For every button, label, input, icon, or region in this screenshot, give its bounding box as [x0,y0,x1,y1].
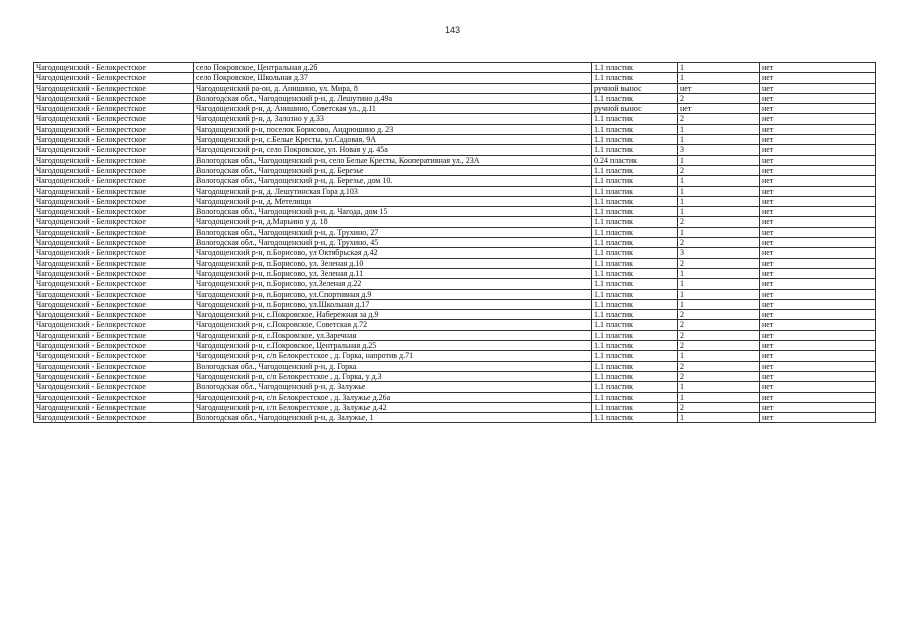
table-row [34,73,876,83]
extra-cell: нет [760,382,876,392]
district-cell: Чагодощенский - Белокрестское [34,104,194,114]
table-row [34,341,876,351]
container-count-cell: 2 [678,258,760,268]
table-row [34,196,876,206]
container-count-cell: 2 [678,310,760,320]
table-row [34,165,876,175]
district-cell: Чагодощенский - Белокрестское [34,310,194,320]
extra-cell: нет [760,320,876,330]
district-cell: Чагодощенский - Белокрестское [34,155,194,165]
container-type-cell: 1.1 пластик [592,227,678,237]
table-row [34,238,876,248]
container-type-cell: 1.1 пластик [592,248,678,258]
table-row [34,371,876,381]
district-cell: Чагодощенский - Белокрестское [34,248,194,258]
container-type-cell: 1.1 пластик [592,186,678,196]
container-count-cell: 1 [678,299,760,309]
container-count-cell: 1 [678,227,760,237]
district-cell: Чагодощенский - Белокрестское [34,135,194,145]
extra-cell: нет [760,135,876,145]
district-cell: Чагодощенский - Белокрестское [34,196,194,206]
extra-cell: нет [760,279,876,289]
table-row [34,361,876,371]
container-count-cell: 2 [678,371,760,381]
container-count-cell: 1 [678,392,760,402]
address-cell: Чагодощенский р-н, с.Белые Кресты, ул.Садовая, 9А [194,135,592,145]
container-count-cell: 2 [678,341,760,351]
address-cell: Чагодощенский р-н, д. Лешутинская Гора д.103 [194,186,592,196]
container-count-cell: 1 [678,279,760,289]
district-cell: Чагодощенский - Белокрестское [34,330,194,340]
district-cell: Чагодощенский - Белокрестское [34,382,194,392]
district-cell: Чагодощенский - Белокрестское [34,227,194,237]
district-cell: Чагодощенский - Белокрестское [34,93,194,103]
extra-cell: нет [760,351,876,361]
table-row [34,135,876,145]
table-row [34,258,876,268]
table-row [34,217,876,227]
table-body [34,63,876,423]
district-cell: Чагодощенский - Белокрестское [34,351,194,361]
container-count-cell: 1 [678,351,760,361]
address-cell: Чагодощенский р-н, с/п Белокрестское , д. Залужье д.42 [194,402,592,412]
container-count-cell: 3 [678,145,760,155]
container-type-cell: 0.24 пластик [592,155,678,165]
container-type-cell: 1.1 пластик [592,93,678,103]
container-type-cell: 1.1 пластик [592,382,678,392]
district-cell: Чагодощенский - Белокрестское [34,268,194,278]
container-count-cell: 2 [678,217,760,227]
table-row [34,155,876,165]
container-count-cell: 1 [678,289,760,299]
district-cell: Чагодощенский - Белокрестское [34,73,194,83]
container-type-cell: 1.1 пластик [592,165,678,175]
address-cell: Вологодская обл., Чагодощенский р-н, д. Березье [194,165,592,175]
container-count-cell: 1 [678,155,760,165]
table-row [34,320,876,330]
district-cell: Чагодощенский - Белокрестское [34,114,194,124]
table-row [34,289,876,299]
table-row [34,299,876,309]
table-row [34,351,876,361]
district-cell: Чагодощенский - Белокрестское [34,207,194,217]
container-count-cell: 1 [678,413,760,423]
extra-cell: нет [760,310,876,320]
container-sites-table [33,62,876,423]
container-type-cell: 1.1 пластик [592,320,678,330]
container-type-cell: 1.1 пластик [592,196,678,206]
container-type-cell: 1.1 пластик [592,217,678,227]
address-cell: Вологодская обл., Чагодощенский р-н, д. Горка [194,361,592,371]
address-cell: Чагодощенский р-н, д. Метелищи [194,196,592,206]
district-cell: Чагодощенский - Белокрестское [34,392,194,402]
extra-cell: нет [760,176,876,186]
table-row [34,63,876,73]
address-cell: Чагодощенский р-н, п.Борисово, ул.Спортивная д.9 [194,289,592,299]
container-type-cell: 1.1 пластик [592,310,678,320]
container-type-cell: 1.1 пластик [592,114,678,124]
extra-cell: нет [760,392,876,402]
table-row [34,207,876,217]
container-count-cell: 2 [678,361,760,371]
container-type-cell: 1.1 пластик [592,268,678,278]
container-count-cell: 1 [678,63,760,73]
district-cell: Чагодощенский - Белокрестское [34,320,194,330]
address-cell: Вологодская обл., Чагодощенский р-н, село Белые Кресты, Кооперативная ул., 23А [194,155,592,165]
table-row [34,124,876,134]
container-count-cell: 2 [678,330,760,340]
table-row [34,392,876,402]
address-cell: Чагодощенский р-н, поселок Борисово, Андрюшино д. 23 [194,124,592,134]
container-count-cell: 1 [678,135,760,145]
district-cell: Чагодощенский - Белокрестское [34,238,194,248]
container-type-cell: 1.1 пластик [592,413,678,423]
container-type-cell: 1.1 пластик [592,176,678,186]
district-cell: Чагодощенский - Белокрестское [34,217,194,227]
container-type-cell: 1.1 пластик [592,63,678,73]
container-count-cell: 2 [678,238,760,248]
container-type-cell: 1.1 пластик [592,330,678,340]
container-type-cell: 1.1 пластик [592,145,678,155]
address-cell: Чагодощенский р-н, п.Борисово, ул. Зеленая д.10 [194,258,592,268]
container-count-cell: 1 [678,196,760,206]
address-cell: Вологодская обл., Чагодощенский р-н, д. Березье, дом 10. [194,176,592,186]
address-cell: Вологодская обл., Чагодощенский р-н, д. Трухино, 27 [194,227,592,237]
district-cell: Чагодощенский - Белокрестское [34,63,194,73]
address-cell: Чагодощенский р-н, с.Покровское, ул.Заречная [194,330,592,340]
extra-cell: нет [760,268,876,278]
table-row [34,227,876,237]
extra-cell: нет [760,299,876,309]
address-cell: Чагодощенский р-н, село Покровское, ул. Новая у д. 45а [194,145,592,155]
table-row [34,310,876,320]
container-count-cell: 2 [678,402,760,412]
address-cell: Чагодощенский р-н, п.Борисово, ул Октябрьская д.42 [194,248,592,258]
table-row [34,145,876,155]
table-row [34,83,876,93]
extra-cell: нет [760,341,876,351]
extra-cell: нет [760,371,876,381]
address-cell: село Покровское, Центральная д.2б [194,63,592,73]
extra-cell: нет [760,402,876,412]
container-type-cell: 1.1 пластик [592,402,678,412]
container-type-cell: 1.1 пластик [592,258,678,268]
address-cell: Вологодская обл., Чагодощенский р-н, д. Залужье, 1 [194,413,592,423]
table-row [34,330,876,340]
extra-cell: нет [760,186,876,196]
district-cell: Чагодощенский - Белокрестское [34,176,194,186]
extra-cell: нет [760,238,876,248]
district-cell: Чагодощенский - Белокрестское [34,186,194,196]
container-type-cell: 1.1 пластик [592,351,678,361]
address-cell: Чагодощенский р-н, п.Борисово, ул. Зеленая д.11 [194,268,592,278]
container-count-cell: нет [678,104,760,114]
district-cell: Чагодощенский - Белокрестское [34,371,194,381]
district-cell: Чагодощенский - Белокрестское [34,279,194,289]
container-type-cell: 1.1 пластик [592,341,678,351]
address-cell: Чагодощенский р-н, д.Марьино у д. 18 [194,217,592,227]
district-cell: Чагодощенский - Белокрестское [34,402,194,412]
container-type-cell: 1.1 пластик [592,392,678,402]
extra-cell: нет [760,207,876,217]
container-type-cell: 1.1 пластик [592,361,678,371]
container-count-cell: 2 [678,165,760,175]
extra-cell: нет [760,258,876,268]
extra-cell: нет [760,155,876,165]
address-cell: Чагодощенский ра-он, д. Анишино, ул. Мира, 8 [194,83,592,93]
container-count-cell: 1 [678,124,760,134]
extra-cell: нет [760,361,876,371]
address-cell: Вологодская обл., Чагодощенский р-н, д. Залужье [194,382,592,392]
extra-cell: нет [760,114,876,124]
container-type-cell: 1.1 пластик [592,73,678,83]
extra-cell: нет [760,165,876,175]
table-row [34,402,876,412]
extra-cell: нет [760,124,876,134]
address-cell: Чагодощенский р-н, с.Покровское, Центральная д.25 [194,341,592,351]
table-row [34,248,876,258]
district-cell: Чагодощенский - Белокрестское [34,413,194,423]
extra-cell: нет [760,104,876,114]
district-cell: Чагодощенский - Белокрестское [34,361,194,371]
table-row [34,413,876,423]
table-row [34,279,876,289]
district-cell: Чагодощенский - Белокрестское [34,289,194,299]
address-cell: Чагодощенский р-н, п.Борисово, ул.Школьная д.17 [194,299,592,309]
container-type-cell: 1.1 пластик [592,279,678,289]
table-row [34,382,876,392]
address-cell: Чагодощенский р-н, с.Покровское, Советская д.72 [194,320,592,330]
table-row [34,268,876,278]
extra-cell: нет [760,227,876,237]
container-type-cell: ручной вынос [592,104,678,114]
container-count-cell: нет [678,83,760,93]
address-cell: Вологодская обл., Чагодощенский р-н, д. Трухино, 45 [194,238,592,248]
container-type-cell: 1.1 пластик [592,299,678,309]
container-count-cell: 1 [678,207,760,217]
container-count-cell: 2 [678,114,760,124]
table-row [34,176,876,186]
container-count-cell: 1 [678,268,760,278]
container-type-cell: 1.1 пластик [592,207,678,217]
container-type-cell: 1.1 пластик [592,135,678,145]
container-count-cell: 1 [678,382,760,392]
district-cell: Чагодощенский - Белокрестское [34,258,194,268]
extra-cell: нет [760,145,876,155]
extra-cell: нет [760,217,876,227]
extra-cell: нет [760,413,876,423]
district-cell: Чагодощенский - Белокрестское [34,124,194,134]
extra-cell: нет [760,196,876,206]
table-row [34,114,876,124]
container-count-cell: 2 [678,93,760,103]
container-type-cell: 1.1 пластик [592,289,678,299]
container-type-cell: 1.1 пластик [592,371,678,381]
container-count-cell: 1 [678,176,760,186]
extra-cell: нет [760,289,876,299]
address-cell: Чагодощенский р-н, с.Покровское, Набережная за д.9 [194,310,592,320]
district-cell: Чагодощенский - Белокрестское [34,341,194,351]
extra-cell: нет [760,248,876,258]
address-cell: Чагодощенский р-н, с/п Белокрестское , д. Горка, у д.3 [194,371,592,381]
district-cell: Чагодощенский - Белокрестское [34,299,194,309]
container-count-cell: 1 [678,186,760,196]
extra-cell: нет [760,330,876,340]
table-row [34,104,876,114]
address-cell: Чагодощенский р-н, д. Анишино, Советская ул., д.11 [194,104,592,114]
address-cell: Вологодская обл., Чагодощенский р-н, д. Лешутино д.49а [194,93,592,103]
extra-cell: нет [760,83,876,93]
address-cell: Чагодощенский р-н, п.Борисово, ул.Зеленая д.22 [194,279,592,289]
container-type-cell: 1.1 пластик [592,124,678,134]
container-count-cell: 2 [678,320,760,330]
district-cell: Чагодощенский - Белокрестское [34,165,194,175]
page-number: 143 [444,25,461,35]
address-cell: село Покровское, Школьная д.37 [194,73,592,83]
table-row [34,186,876,196]
district-cell: Чагодощенский - Белокрестское [34,145,194,155]
address-cell: Чагодощенский р-н, с/п Белокрестское , д. Залужье д.26а [194,392,592,402]
address-cell: Чагодощенский р-н, д. Залозно у д.33 [194,114,592,124]
table-row [34,93,876,103]
district-cell: Чагодощенский - Белокрестское [34,83,194,93]
container-count-cell: 1 [678,73,760,83]
address-cell: Вологодская обл., Чагодощенский р-н, д. Чагода, дом 15 [194,207,592,217]
extra-cell: нет [760,63,876,73]
container-type-cell: ручной вынос [592,83,678,93]
address-cell: Чагодощенский р-н, с/п Белокрестское , д. Горка, напротив д.71 [194,351,592,361]
container-type-cell: 1.1 пластик [592,238,678,248]
extra-cell: нет [760,73,876,83]
extra-cell: нет [760,93,876,103]
container-count-cell: 3 [678,248,760,258]
